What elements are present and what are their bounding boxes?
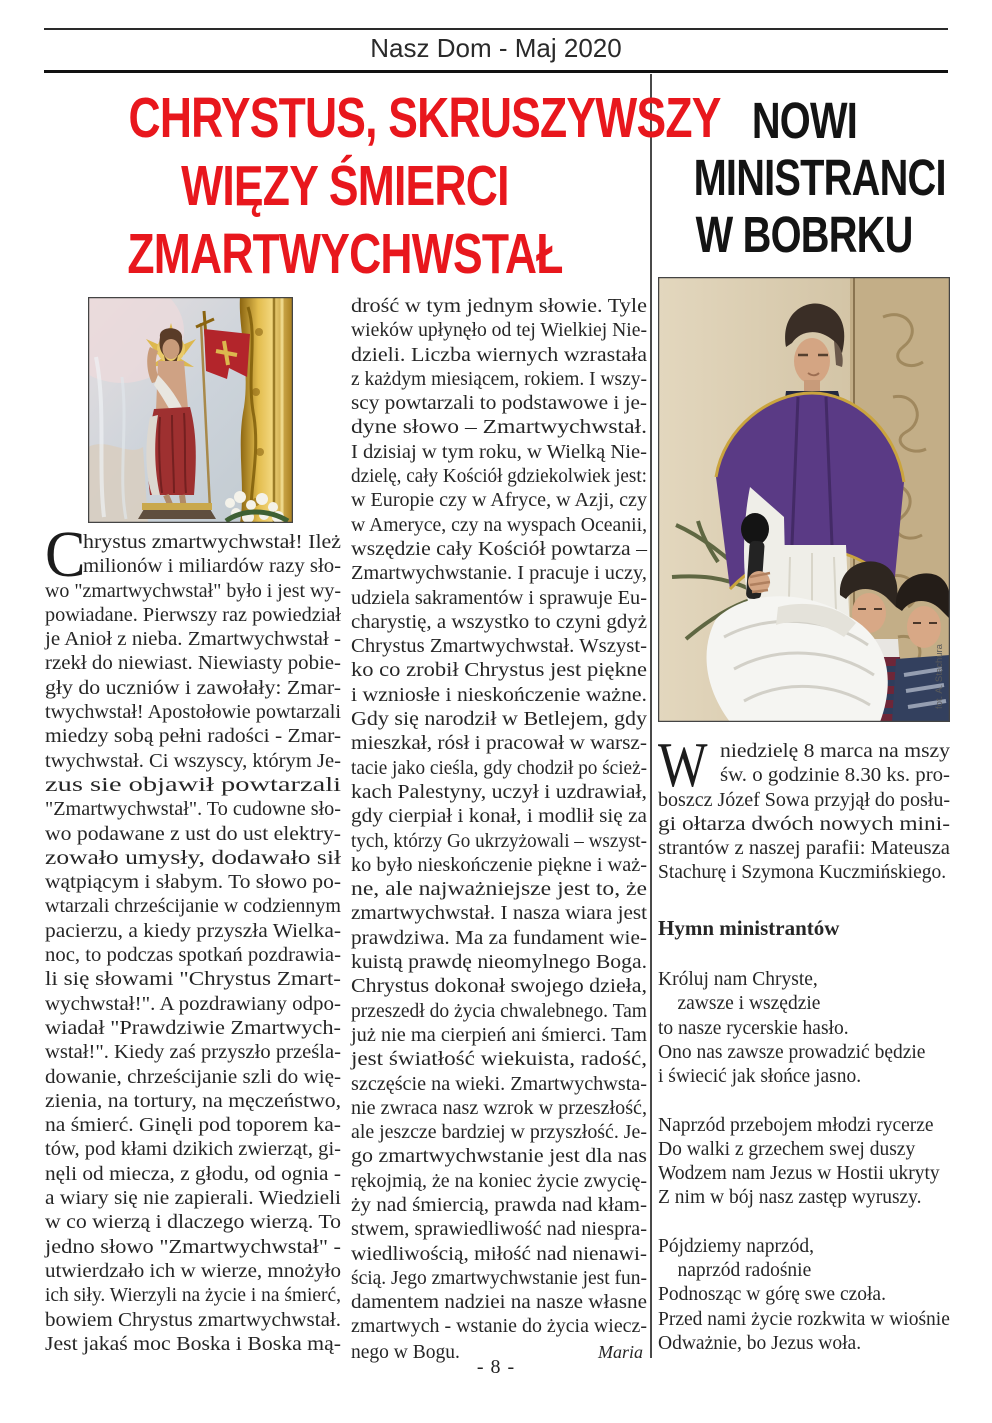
text-line: tacie jako cieśla, gdy chodził po ścież-: [351, 757, 647, 779]
text-line: jest światłość wiekuista, radość,: [351, 1049, 647, 1071]
text-line: Jest jakaś moc Boska i Boska mą-: [45, 1333, 341, 1355]
text-line: Chrystus dokonał swojego dzieła,: [351, 976, 647, 998]
page-header-title: Nasz Dom - Maj 2020: [370, 33, 622, 63]
text-line: utwierdzało ich w wierze, mnożyło: [45, 1260, 341, 1282]
text-line: ne, ale najważniejsze jest to, że: [351, 879, 648, 901]
text-line: w Europie czy w Afryce, w Azji, czy: [351, 490, 648, 512]
text-line: tów, pod kłami dzikich zwierząt, gi-: [45, 1139, 341, 1161]
article-text-column-1: [45, 518, 342, 1357]
text-line: na śmierć. Ginęli pod toporem ka-: [45, 1115, 342, 1137]
text-line: dzielę, cały Kościół gdziekolwiek jest:: [351, 466, 648, 488]
text-line: wszędzie cały Kościół powtarza –: [351, 538, 648, 560]
text-line: wieków upłynęło od tej Wielkiej Nie-: [351, 320, 647, 342]
text-line: wiedliwością, miłość nad nienawi-: [351, 1243, 648, 1265]
text-line: ko co zrobił Chrystus jest piękne: [351, 660, 648, 682]
text-line: bowiem Chrystus zmartwychwstał.: [45, 1309, 342, 1331]
text-line: rękojmią, że na koniec życie zwycię-: [351, 1170, 648, 1192]
hymn-line: Ono nas zawsze prowadzić będzie: [658, 1041, 926, 1063]
text-line: ścią. Jego zmartwychwstanie jest fun-: [351, 1267, 647, 1289]
text-line: miedzy sobą pełni radości - Zmar-: [45, 726, 342, 748]
text-line: wiadał "Prawdziwie Zmartwych-: [45, 1017, 341, 1039]
body-column-2: [351, 295, 647, 1364]
headline-line: ZMARTWYCHWSTAŁ: [127, 222, 563, 286]
column-divider: [650, 74, 652, 1358]
text-line: nie zwraca nasz wzrok w przeszłość,: [351, 1097, 647, 1119]
text-line: Chrystus Zmartwychwstał. Wszyst-: [351, 636, 648, 658]
text-line: przeszedł do życia chwalebnego. Tam: [351, 1000, 648, 1022]
text-line: jedno słowo "Zmartwychwstał" -: [45, 1236, 342, 1258]
author-signature: Maria: [598, 1341, 643, 1362]
article-headline-red: [45, 84, 721, 288]
text-line: hrystus zmartwychwstał! Ileż: [83, 532, 341, 553]
text-line: z każdym miesiącem, rokiem. I wszy-: [351, 368, 648, 390]
text-line: go zmartwychwstanie jest dla nas: [351, 1146, 648, 1168]
hymn-line: zawsze i wszędzie: [658, 993, 821, 1015]
text-line: ko było nieskończenie piękne i waż-: [351, 854, 647, 876]
statue-photo-frame: [88, 297, 293, 523]
text-line: już nie ma cierpień ani śmierci. Tam: [351, 1024, 648, 1046]
text-line: twychwstał! Apostołowie powtarzali: [45, 702, 341, 724]
hymn-title: Hymn ministrantów: [658, 915, 840, 940]
text-line: charystię, a wszystko to czyni gdyż: [351, 611, 648, 633]
text-line: zmartwych - wstanie do życia wiecz-: [351, 1316, 647, 1338]
body-column-1: [45, 295, 341, 1357]
text-line: zowało umysły, dodawało sił: [45, 847, 342, 869]
text-line: Stachurę i Szymona Kuczmińskiego.: [658, 862, 947, 884]
text-line: niedzielę 8 marca na mszy: [720, 741, 950, 762]
text-line: gdy cierpiał i konał, i modlił się za: [351, 806, 648, 828]
text-line: mieszkał, rósł i pracował w warsz-: [351, 733, 647, 755]
text-line: je Anioł z nieba. Zmartwychwstał -: [45, 629, 342, 651]
text-line: gły do uczniów i zawołały: Zmar-: [45, 677, 342, 699]
text-line: wychwstał!". A pozdrawiany odpo-: [45, 993, 341, 1015]
text-line: li się słowami "Chrystus Zmart-: [45, 969, 341, 991]
text-line: rzekł do niewiast. Niewiasty pobie-: [45, 653, 342, 675]
text-line: w Ameryce, czy na wyspach Oceanii,: [351, 514, 647, 536]
text-line: wo podawane z ust do ust elektry-: [45, 823, 342, 845]
photo-credit-vertical: fot. A. Stachura: [934, 644, 945, 709]
text-line: wątpiącym i słabym. To słowo po-: [45, 872, 342, 894]
article-text-column-2: [351, 295, 647, 1340]
page-number: - 8 -: [476, 1356, 516, 1378]
ministranci-intro-text: [658, 729, 951, 886]
headline-line: CHRYSTUS, SKRUSZYWSZY: [128, 86, 721, 150]
text-line: szczęście na wieki. Zmartwychwsta-: [351, 1073, 647, 1095]
hymn-line: Naprzód przebojem młodzi rycerze: [658, 1114, 934, 1136]
hymn-text: [658, 968, 950, 1356]
hymn-line: Przed nami życie rozkwita w wiośnie: [658, 1308, 950, 1330]
text-line: dowanie, chrześcijanie szli do wię-: [45, 1066, 341, 1088]
headline-line: WIĘZY ŚMIERCI: [181, 154, 509, 218]
text-line: strantów z naszej parafii: Mateusza: [658, 838, 951, 860]
text-line: noc, to podczas spotkań pozdrawia-: [45, 945, 341, 967]
text-line: prawdziwa. Ma za fundament wie-: [351, 927, 648, 949]
hymn-stanza: [658, 1114, 950, 1211]
text-line: scy powtarzali to podstawowe i je-: [351, 393, 648, 415]
hymn-line: Wodzem nam Jezus w Hostii ukryty: [658, 1163, 940, 1185]
text-line: ży nad śmiercią, prawda nad kłam-: [351, 1194, 648, 1216]
text-line: stwem, sprawiedliwość nad niespra-: [351, 1219, 648, 1241]
text-line: milionów i miliardów razy sło-: [83, 556, 341, 578]
hymn-line: naprzód radośnie: [658, 1260, 812, 1282]
hymn-line: to nasze rycerskie hasło.: [658, 1017, 849, 1039]
text-line: Gdy się narodził w Betlejem, gdy: [351, 709, 648, 731]
text-line: zus sie objawił powtarzali: [45, 774, 342, 796]
text-line: pacierzu, a kiedy przyszła Wielka-: [45, 920, 341, 942]
text-line: i wzniosłe i nieskończenie ważne.: [351, 684, 647, 706]
text-line: twychwstał. Ci wszyscy, którym Je-: [45, 750, 341, 772]
new-altar-boys-photo: [658, 277, 950, 722]
text-line: "Zmartwychwstał". To cudowne sło-: [45, 799, 341, 821]
text-line: kuistą prawdę nieomylnego Boga.: [351, 952, 648, 974]
text-line: boszcz Józef Sowa przyjął do posłu-: [658, 789, 951, 811]
dropcap-letter: C: [45, 518, 86, 591]
headline-line: MINISTRANCI: [693, 149, 946, 206]
hymn-line: Pójdziemy naprzód,: [658, 1235, 814, 1257]
text-line: nęli od miecza, z głodu, od ognia -: [45, 1163, 341, 1185]
text-line: tych, którzy Go ukrzyżowali – wszyst-: [351, 830, 647, 852]
text-line: św. o godzinie 8.30 ks. pro-: [720, 765, 950, 787]
text-line: ich siły. Wierzyli na życie i na śmierć,: [45, 1285, 341, 1307]
text-line: udziela sakramentów i sprawuje Eu-: [351, 587, 647, 609]
text-line: w co wierzą i dlaczego wierzą. To: [45, 1212, 342, 1234]
text-line: kach Palestyny, uczył i uzdrawiał,: [351, 781, 647, 803]
hymn-stanza: [658, 1235, 950, 1356]
risen-christ-statue-photo: [88, 297, 293, 523]
text-line: zienia, na tortury, na męczeństwo,: [45, 1090, 342, 1112]
article-headline-black: [658, 86, 950, 263]
last-line-text: nego w Bogu.: [351, 1341, 460, 1363]
hymn-line: i świecić jak słońce jasno.: [658, 1066, 862, 1088]
headline-line: W BOBRKU: [695, 206, 913, 263]
headline-line: NOWI: [751, 92, 857, 149]
top-rule: [44, 28, 948, 30]
text-line: Zmartwychwstanie. I pracuje i uczy,: [351, 563, 648, 585]
header-rule: [44, 70, 948, 73]
hymn-line: Z nim w bój nasz zastęp wyruszy.: [658, 1187, 922, 1209]
text-line: a wiary się nie zapierali. Wiedzieli: [45, 1188, 341, 1210]
text-line: damentem nadziei na nasze własne: [351, 1292, 648, 1314]
text-line: drość w tym jednym słowie. Tyle: [351, 296, 647, 317]
dropcap-letter: W: [658, 729, 708, 800]
text-line: wtarzali chrześcijanie w codziennym: [45, 896, 341, 918]
text-line: powiadane. Pierwszy raz powiedział: [45, 604, 342, 626]
right-column: [658, 86, 950, 1380]
hymn-line: Do walki z grzechem swej duszy: [658, 1138, 916, 1160]
hymn-line: Odważnie, bo Jezus woła.: [658, 1332, 862, 1354]
text-line: wo "zmartwychwstał" było i jest wy-: [45, 580, 342, 602]
altar-boys-photo-frame: [658, 277, 950, 722]
hymn-line: Podnosząc w górę swe czoła.: [658, 1284, 886, 1306]
text-line: gi ołtarza dwóch nowych mini-: [658, 813, 951, 835]
text-line: ale jeszcze bardziej w przyszłość. Je-: [351, 1122, 647, 1144]
text-line: I dzisiaj w tym roku, w Wielką Nie-: [351, 441, 648, 463]
text-line: dzieli. Liczba wiernych wzrastała: [351, 344, 647, 366]
text-line: dyne słowo – Zmartwychwstał.: [351, 417, 648, 439]
hymn-line: Króluj nam Chryste,: [658, 969, 818, 991]
text-line: zmartwychwstał. I nasza wiara jest: [351, 903, 648, 925]
hymn-stanza: [658, 968, 950, 1089]
text-line: wstał!". Kiedy zaś przyszło prześla-: [45, 1042, 342, 1064]
